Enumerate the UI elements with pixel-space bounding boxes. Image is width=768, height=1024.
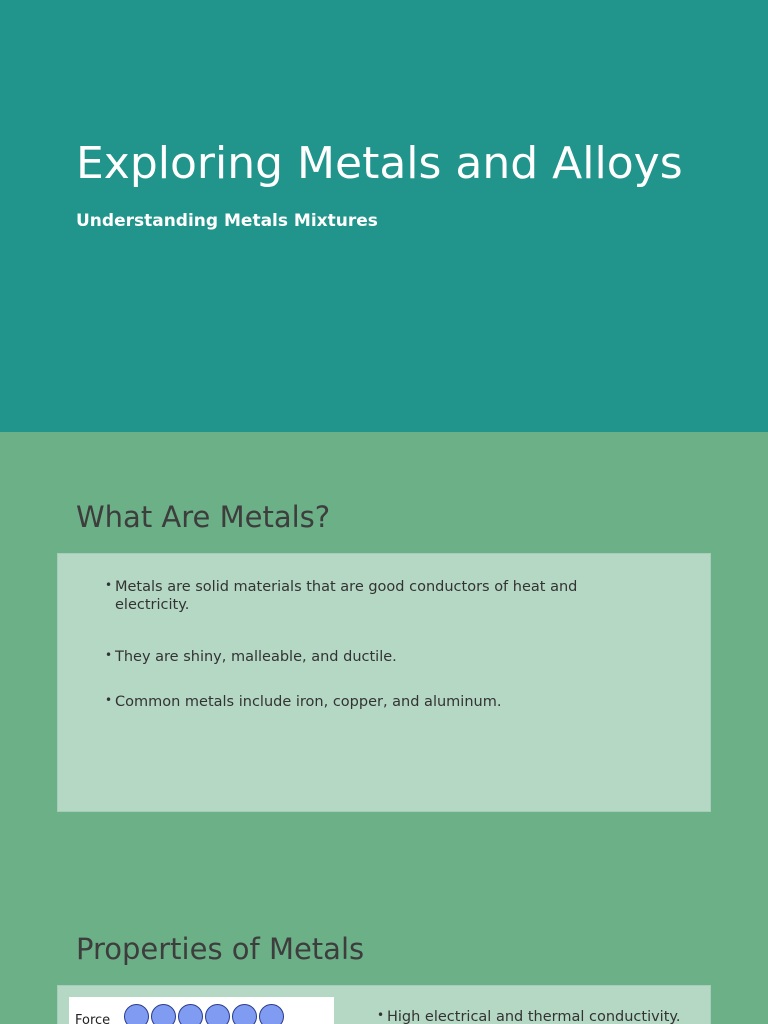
slide-heading: What Are Metals? bbox=[76, 500, 331, 534]
atom-circle bbox=[151, 1004, 176, 1024]
bullet-item bbox=[105, 693, 635, 711]
bullet-item bbox=[105, 648, 635, 666]
bullet-item bbox=[377, 1008, 681, 1024]
slide-heading: Properties of Metals bbox=[76, 932, 365, 966]
bullet-text: Common metals include iron, copper, and aluminum. bbox=[115, 694, 502, 710]
atom-circle bbox=[259, 1004, 284, 1024]
bullet-text: High electrical and thermal conductivity. bbox=[387, 1009, 681, 1024]
atom-circle bbox=[178, 1004, 203, 1024]
bullet-icon: • bbox=[105, 693, 113, 707]
bullet-icon: • bbox=[105, 648, 113, 662]
bullet-text: They are shiny, malleable, and ductile. bbox=[115, 649, 397, 665]
content-box bbox=[57, 985, 711, 1024]
bullet-icon: • bbox=[377, 1008, 385, 1022]
content-box bbox=[57, 553, 711, 812]
atom-circle bbox=[124, 1004, 149, 1024]
bullet-item bbox=[105, 578, 635, 614]
presentation-subtitle: Understanding Metals Mixtures bbox=[76, 211, 378, 231]
presentation-title: Exploring Metals and Alloys bbox=[76, 138, 683, 189]
properties-of-metals-slide bbox=[0, 864, 768, 1024]
atom-circle bbox=[205, 1004, 230, 1024]
bullet-icon: • bbox=[105, 578, 113, 592]
atom-circle bbox=[232, 1004, 257, 1024]
what-are-metals-slide bbox=[0, 432, 768, 864]
bullet-text: Metals are solid materials that are good conductors of heat and electricity. bbox=[115, 579, 578, 613]
force-label: Force bbox=[75, 1013, 111, 1024]
metal-atoms-diagram bbox=[69, 997, 334, 1024]
title-slide bbox=[0, 0, 768, 432]
